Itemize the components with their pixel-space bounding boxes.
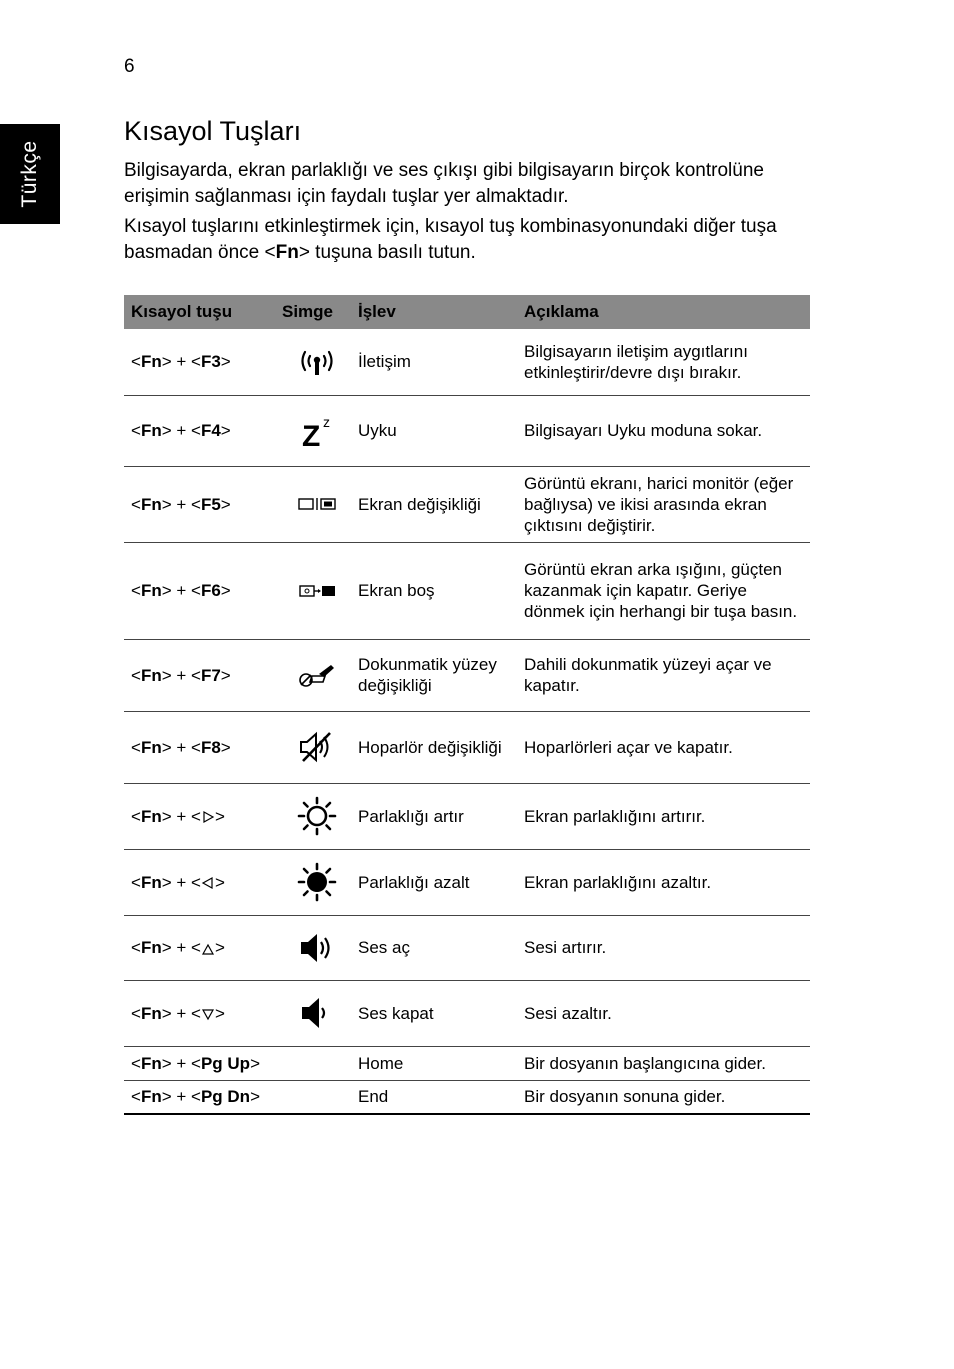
function-cell: Parlaklığı azalt bbox=[351, 849, 517, 915]
wireless-icon bbox=[282, 329, 351, 395]
table-row bbox=[124, 395, 810, 466]
table-row bbox=[124, 980, 810, 1046]
function-cell: Home bbox=[351, 1046, 517, 1080]
description-cell: Görüntü ekranı, harici monitör (eğer bağlıysa) ve ikisi arasında ekran çıktısını değiştirir. bbox=[517, 466, 810, 542]
sleep-icon bbox=[282, 395, 351, 466]
table-row bbox=[124, 542, 810, 639]
description-cell: Sesi artırır. bbox=[517, 915, 810, 980]
function-cell: End bbox=[351, 1080, 517, 1114]
touchpad-toggle-icon bbox=[282, 639, 351, 711]
table-row bbox=[124, 783, 810, 849]
down-arrow-key-icon bbox=[201, 1007, 215, 1021]
function-cell: Uyku bbox=[351, 395, 517, 466]
table-row bbox=[124, 1046, 810, 1080]
screen-blank-icon bbox=[282, 542, 351, 639]
shortcut-cell: <Fn> + < > bbox=[124, 783, 282, 849]
description-cell: Ekran parlaklığını artırır. bbox=[517, 783, 810, 849]
description-cell: Dahili dokunmatik yüzeyi açar ve kapatır. bbox=[517, 639, 810, 711]
table-row bbox=[124, 329, 810, 395]
svg-text:z: z bbox=[322, 413, 330, 430]
right-arrow-key-icon bbox=[201, 810, 215, 824]
shortcut-cell: <Fn> + <Pg Up> bbox=[124, 1046, 282, 1080]
function-cell: Ses aç bbox=[351, 915, 517, 980]
header-function: İşlev bbox=[351, 295, 517, 329]
function-cell: Ekran boş bbox=[351, 542, 517, 639]
header-icon: Simge bbox=[282, 295, 351, 329]
intro-text-before: Kısayol tuşlarını etkinleştirmek için, kısayol tuş kombinasyonundaki diğer tuşa basmadan önce < bbox=[124, 216, 777, 263]
shortcut-cell: <Fn> + <Pg Dn> bbox=[124, 1080, 282, 1114]
function-cell: İletişim bbox=[351, 329, 517, 395]
empty-icon-cell bbox=[282, 1046, 351, 1080]
language-label: Türkçe bbox=[18, 140, 41, 208]
svg-text:Z: Z bbox=[301, 419, 320, 450]
table-row bbox=[124, 1080, 810, 1114]
shortcut-cell: <Fn> + <F7> bbox=[124, 639, 282, 711]
brightness-down-icon bbox=[282, 849, 351, 915]
table-row bbox=[124, 639, 810, 711]
up-arrow-key-icon bbox=[201, 942, 215, 956]
left-arrow-key-icon bbox=[201, 876, 215, 890]
shortcut-cell: <Fn> + <F8> bbox=[124, 711, 282, 783]
intro-paragraph-2 bbox=[124, 214, 814, 266]
description-cell: Bir dosyanın sonuna gider. bbox=[517, 1080, 810, 1114]
volume-down-icon bbox=[282, 980, 351, 1046]
shortcut-cell: <Fn> + <F3> bbox=[124, 329, 282, 395]
description-cell: Hoparlörleri açar ve kapatır. bbox=[517, 711, 810, 783]
shortcut-table bbox=[124, 295, 810, 1115]
description-cell: Görüntü ekran arka ışığını, güçten kazanmak için kapatır. Geriye dönmek için herhangi bir tuşa basın. bbox=[517, 542, 810, 639]
intro-paragraph-1: Bilgisayarda, ekran parlaklığı ve ses çıkışı gibi bilgisayarın birçok kontrolüne erişimin sağlanması için faydalı tuşlar yer almaktadır. bbox=[124, 160, 764, 207]
table-header-row bbox=[124, 295, 810, 329]
shortcut-cell: <Fn> + < > bbox=[124, 915, 282, 980]
function-cell: Hoparlör değişikliği bbox=[351, 711, 517, 783]
description-cell: Bir dosyanın başlangıcına gider. bbox=[517, 1046, 810, 1080]
table-row bbox=[124, 849, 810, 915]
description-cell: Bilgisayarın iletişim aygıtlarını etkinleştirir/devre dışı bırakır. bbox=[517, 329, 810, 395]
description-cell: Sesi azaltır. bbox=[517, 980, 810, 1046]
intro-fn-key: Fn bbox=[275, 242, 299, 263]
brightness-up-icon bbox=[282, 783, 351, 849]
description-cell: Ekran parlaklığını azaltır. bbox=[517, 849, 810, 915]
shortcut-cell: <Fn> + < > bbox=[124, 849, 282, 915]
header-description: Açıklama bbox=[517, 295, 810, 329]
page-number: 6 bbox=[124, 56, 135, 77]
intro-text-after: > tuşuna basılı tutun. bbox=[298, 242, 476, 263]
table-row bbox=[124, 466, 810, 542]
function-cell: Ekran değişikliği bbox=[351, 466, 517, 542]
language-side-tab bbox=[0, 124, 60, 224]
table-row bbox=[124, 915, 810, 980]
description-cell: Bilgisayarı Uyku moduna sokar. bbox=[517, 395, 810, 466]
table-row bbox=[124, 711, 810, 783]
function-cell: Parlaklığı artır bbox=[351, 783, 517, 849]
function-cell: Dokunmatik yüzey değişikliği bbox=[351, 639, 517, 711]
shortcut-cell: <Fn> + <F6> bbox=[124, 542, 282, 639]
empty-icon-cell bbox=[282, 1080, 351, 1114]
speaker-toggle-icon bbox=[282, 711, 351, 783]
header-shortcut: Kısayol tuşu bbox=[124, 295, 282, 329]
page-title: Kısayol Tuşları bbox=[124, 116, 302, 146]
function-cell: Ses kapat bbox=[351, 980, 517, 1046]
shortcut-cell: <Fn> + <F5> bbox=[124, 466, 282, 542]
shortcut-cell: <Fn> + < > bbox=[124, 980, 282, 1046]
display-toggle-icon bbox=[282, 466, 351, 542]
volume-up-icon bbox=[282, 915, 351, 980]
shortcut-cell: <Fn> + <F4> bbox=[124, 395, 282, 466]
